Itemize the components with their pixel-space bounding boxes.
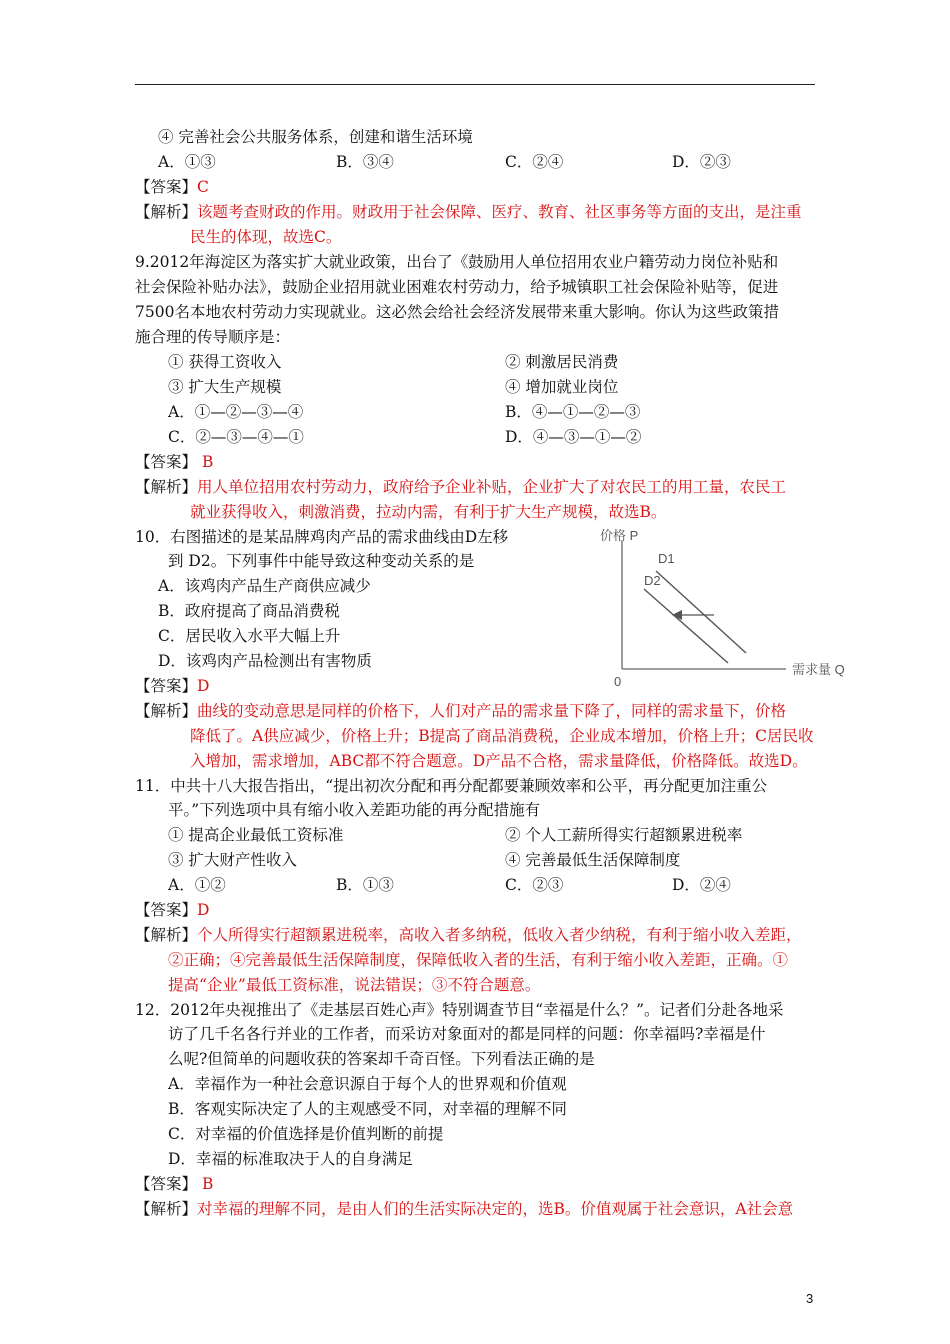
q11-item-2: ② 个人工薪所得实行超额累进税率 xyxy=(505,826,743,844)
analysis-text: 曲线的变动意思是同样的价格下，人们对产品的需求量下降了，同样的需求量下，价格 xyxy=(197,702,787,720)
q11-answer xyxy=(135,900,209,920)
q8-analysis-line-2: 民生的体现，故选C。 xyxy=(190,228,342,246)
q11-option-a: A．①② xyxy=(168,876,226,894)
q10-option-d: D．该鸡肉产品检测出有害物质 xyxy=(158,652,372,670)
q8-option-d: D．②③ xyxy=(672,153,731,171)
q9-stem-line-1: 9.2012年海淀区为落实扩大就业政策，出台了《鼓励用人单位招用农业户籍劳动力岗位补贴和 xyxy=(135,253,779,271)
q9-analysis-line-2: 就业获得收入，刺激消费，拉动内需，有利于扩大生产规模，故选B。 xyxy=(190,503,667,521)
q9-item-2: ② 刺激居民消费 xyxy=(505,353,619,371)
analysis-text: 对幸福的理解不同，是由人们的生活实际决定的，选B。价值观属于社会意识，A社会意 xyxy=(197,1200,794,1218)
page-number: 3 xyxy=(806,1291,814,1306)
q11-analysis-line-2: ②正确；④完善最低生活保障制度，保障低收入者的生活，有利于缩小收入差距，正确。① xyxy=(168,951,789,969)
analysis-text: 个人所得实行超额累进税率，高收入者多纳税，低收入者少纳税，有利于缩小收入差距， xyxy=(197,926,802,944)
analysis-text: 用人单位招用农村劳动力，政府给予企业补贴，企业扩大了对农民工的用工量，农民工 xyxy=(197,478,787,496)
q11-item-4: ④ 完善最低生活保障制度 xyxy=(505,851,681,869)
q9-item-1: ① 获得工资收入 xyxy=(168,353,282,371)
q9-analysis-line-1 xyxy=(135,477,786,497)
q10-stem-line-2: 到 D2。下列事件中能导致这种变动关系的是 xyxy=(168,552,475,570)
q11-stem-line-2: 平。”下列选项中具有缩小收入差距功能的再分配措施有 xyxy=(168,801,541,819)
q10-option-a: A．该鸡肉产品生产商供应减少 xyxy=(158,577,371,595)
q10-analysis-line-3: 入增加，需求增加，ABC都不符合题意。D产品不合格，需求量降低，价格降低。故选D。 xyxy=(190,752,808,770)
analysis-tag: 【解析】 xyxy=(135,926,198,944)
q11-option-b: B．①③ xyxy=(336,876,394,894)
q12-option-c: C．对幸福的价值选择是价值判断的前提 xyxy=(168,1125,444,1143)
y-axis-label: 价格 P xyxy=(600,528,639,543)
q12-option-d: D．幸福的标准取决于人的自身满足 xyxy=(168,1150,413,1168)
q12-stem-line-3: 么呢?但简单的问题收获的答案却千奇百怪。下列看法正确的是 xyxy=(168,1050,595,1068)
answer-tag: 【答案】 xyxy=(135,677,198,695)
q9-answer xyxy=(135,452,213,472)
q9-stem-line-4: 施合理的传导顺序是： xyxy=(135,328,291,346)
q12-analysis-line-1 xyxy=(135,1199,793,1219)
q10-analysis-line-1 xyxy=(135,701,786,721)
q10-stem-line-1: 10．右图描述的是某品牌鸡肉产品的需求曲线由D左移 xyxy=(135,528,509,546)
q9-stem-line-2: 社会保险补贴办法》，鼓励企业招用就业困难农村劳动力，给予城镇职工社会保险补贴等，促进 xyxy=(135,278,779,296)
q10-option-c: C．居民收入水平大幅上升 xyxy=(158,627,341,645)
q11-item-3: ③ 扩大财产性收入 xyxy=(168,851,297,869)
analysis-text: 该题考查财政的作用。财政用于社会保障、医疗、教育、社区事务等方面的支出，是注重 xyxy=(197,203,802,221)
q9-option-c: C．②—③—④—① xyxy=(168,428,304,446)
answer-value: D xyxy=(197,901,210,919)
x-axis-label: 需求量 Q xyxy=(792,662,845,677)
q9-item-3: ③ 扩大生产规模 xyxy=(168,378,282,396)
q8-option-b: B．③④ xyxy=(336,153,394,171)
answer-value: D xyxy=(197,677,210,695)
answer-tag: 【答案】 xyxy=(135,453,198,471)
q9-option-a: A．①—②—③—④ xyxy=(168,403,304,421)
answer-value: C xyxy=(197,178,209,196)
curve-d2-label: D2 xyxy=(644,573,661,588)
q9-item-4: ④ 增加就业岗位 xyxy=(505,378,619,396)
q9-option-b: B．④—①—②—③ xyxy=(505,403,641,421)
q12-answer xyxy=(135,1174,213,1194)
analysis-tag: 【解析】 xyxy=(135,478,198,496)
q8-item-4: ④ 完善社会公共服务体系，创建和谐生活环境 xyxy=(158,128,473,146)
q8-option-a: A．①③ xyxy=(158,153,216,171)
analysis-tag: 【解析】 xyxy=(135,702,198,720)
q9-option-d: D．④—③—①—② xyxy=(505,428,642,446)
q8-answer xyxy=(135,177,209,197)
answer-value: B xyxy=(197,453,214,471)
q11-option-d: D．②④ xyxy=(672,876,731,894)
q10-analysis-line-2: 降低了。A供应减少，价格上升；B提高了商品消费税，企业成本增加，价格上升；C居民收 xyxy=(190,727,814,745)
curve-d1-label: D1 xyxy=(658,551,675,566)
q10-answer xyxy=(135,676,209,696)
q11-analysis-line-3: 提高“企业”最低工资标准，说法错误；③不符合题意。 xyxy=(168,976,541,994)
answer-tag: 【答案】 xyxy=(135,178,198,196)
q11-option-c: C．②③ xyxy=(505,876,564,894)
q11-item-1: ① 提高企业最低工资标准 xyxy=(168,826,344,844)
analysis-tag: 【解析】 xyxy=(135,1200,198,1218)
demand-curve-figure xyxy=(596,523,854,693)
q10-option-b: B．政府提高了商品消费税 xyxy=(158,602,340,620)
analysis-tag: 【解析】 xyxy=(135,203,198,221)
q8-option-c: C．②④ xyxy=(505,153,564,171)
origin-label: 0 xyxy=(614,674,622,689)
q11-stem-line-1: 11．中共十八大报告指出，“提出初次分配和再分配都要兼顾效率和公平，再分配更加注重公 xyxy=(135,777,768,795)
q12-stem-line-1: 12．2012年央视推出了《走基层百姓心声》特别调查节目“幸福是什么？”。记者们分赴各地采 xyxy=(135,1001,784,1019)
q8-analysis-line-1 xyxy=(135,202,802,222)
q12-stem-line-2: 访了几千名各行并业的工作者，而采访对象面对的都是同样的问题：你幸福吗?幸福是什 xyxy=(168,1025,766,1043)
q11-analysis-line-1 xyxy=(135,925,802,945)
answer-tag: 【答案】 xyxy=(135,1175,198,1193)
answer-tag: 【答案】 xyxy=(135,901,198,919)
header-rule xyxy=(135,84,815,85)
answer-value: B xyxy=(197,1175,214,1193)
q9-stem-line-3: 7500名本地农村劳动力实现就业。这必然会给社会经济发展带来重大影响。你认为这些政策措 xyxy=(135,303,779,321)
q12-option-b: B．客观实际决定了人的主观感受不同，对幸福的理解不同 xyxy=(168,1100,567,1118)
q12-option-a: A．幸福作为一种社会意识源自于每个人的世界观和价值观 xyxy=(168,1075,567,1093)
